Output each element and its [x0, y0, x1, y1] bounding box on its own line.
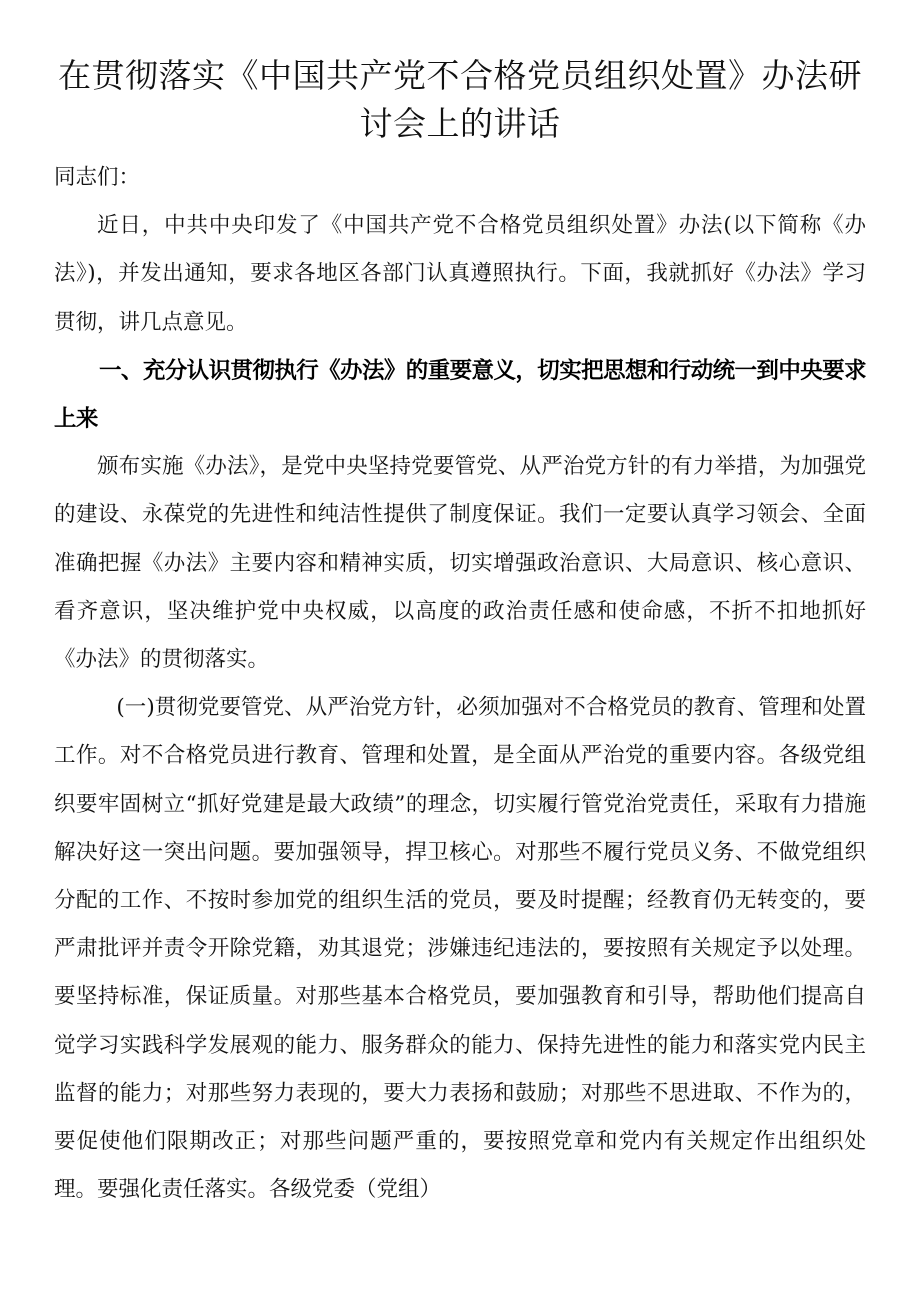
intro-paragraph: 近日，中共中央印发了《中国共产党不合格党员组织处置》办法(以下简称《办法》)，并发出通知，要求各地区各部门认真遵照执行。下面，我就抓好《办法》学习贯彻，讲几点意见。 [54, 213, 866, 335]
section-heading: 一、充分认识贯彻执行《办法》的重要意义，切实把思想和行动统一到中央要求上来 [54, 357, 866, 433]
section-paragraph: 颁布实施《办法》，是党中央坚持党要管党、从严治党方针的有力举措，为加强党的建设、永葆党的先进性和纯洁性提供了制度保证。我们一定要认真学习领会、全面准确把握《办法》主要内容和精神实质，切实增强政治意识、大局意识、核心意识、看齐意识，坚决维护党中央权威，以高度的政治责任感和使命感，不折不扣地抓好《办法》的贯彻落实。 [54, 454, 866, 673]
subsection-paragraph: (一)贯彻党要管党、从严治党方针，必须加强对不合格党员的教育、管理和处置工作。对不合格党员进行教育、管理和处置，是全面从严治党的重要内容。各级党组织要牢固树立“抓好党建是最大政绩”的理念，切实履行管党治党责任，采取有力措施解决好这一突出问题。要加强领导，捍卫核心。对那些不履行党员义务、不做党组织分配的工作、不按时参加党的组织生活的党员，要及时提醒；经教育仍无转变的，要严肃批评并责令开除党籍，劝其退党；涉嫌违纪违法的，要按照有关规定予以处理。要坚持标准，保证质量。对那些基本合格党员，要加强教育和引导，帮助他们提高自觉学习实践科学发展观的能力、服务群众的能力、保持先进性的能力和落实党内民主监督的能力；对那些努力表现的，要大力表扬和鼓励；对那些不思进取、不作为的，要促使他们限期改正；对那些问题严重的，要按照党章和党内有关规定作出组织处理。要强化责任落实。各级党委（党组） [54, 695, 866, 1203]
document-title: 在贯彻落实《中国共产党不合格党员组织处置》办法研讨会上的讲话 [58, 56, 862, 143]
salutation: 同志们： [54, 165, 141, 190]
document-body [54, 154, 866, 1214]
